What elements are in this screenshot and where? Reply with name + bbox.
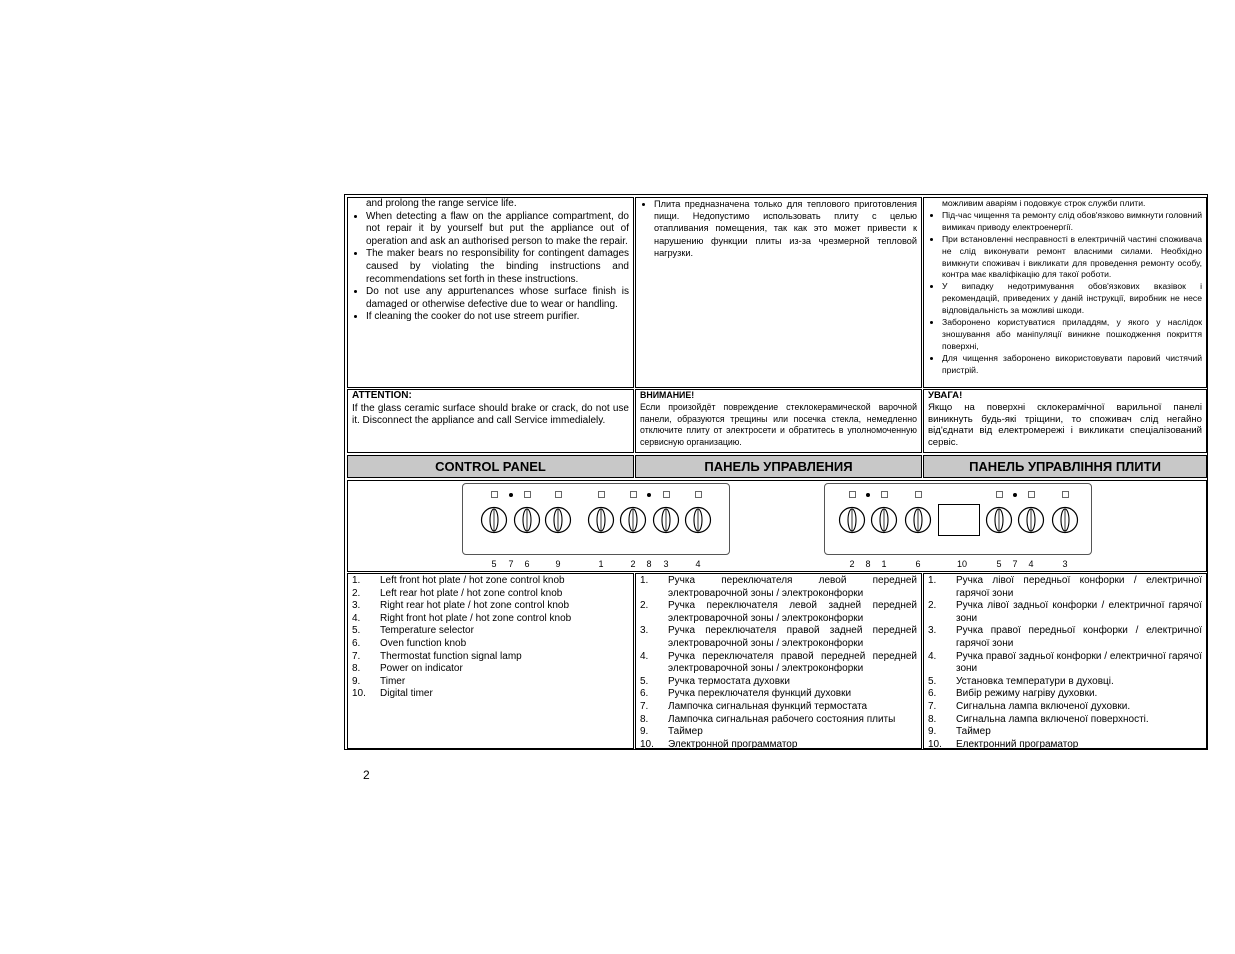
- legend-item-number: 7.: [640, 700, 649, 712]
- legend-item-text: Power on indicator: [380, 663, 463, 675]
- legend-item-number: 1.: [352, 575, 361, 586]
- legend-item-number: 9.: [928, 726, 937, 738]
- legend-item-number: 5.: [928, 675, 937, 687]
- warning-en-item: • Do not use any appurtenances whose surface finish is damaged or otherwise defective due to wear or handling.: [366, 286, 629, 311]
- legend-item-text: Thermostat function signal lamp: [380, 650, 522, 662]
- legend-item-text: Right rear hot plate / hot zone control knob: [380, 600, 570, 612]
- attention-uk-text: Якщо на поверхні склокерамічної варильної панелі виникнуть будь-які тріщини, то споживач слід негайно від'єднати від електромережі і викликати спеціалізований сервіс.: [928, 401, 1202, 449]
- page-number: 2: [363, 768, 370, 782]
- legend-item-text: Лампочка сигнальная функций термостата: [668, 700, 868, 712]
- control-knob: [985, 506, 1013, 539]
- warning-en-continued: and prolong the range service life.: [366, 198, 517, 209]
- diagram-label: 4: [695, 559, 701, 569]
- control-knob: [904, 506, 932, 539]
- legend-item: [352, 638, 629, 651]
- legend-item-number: 9.: [352, 675, 361, 687]
- warning-en-item: • The maker bears no responsibility for contingent damages caused by violating the binding instructions and recommendations set forth in these instructions.: [366, 248, 629, 286]
- knob-symbol-icon: [881, 491, 888, 498]
- legend-item-text: Temperature selector: [380, 625, 474, 637]
- knob-symbol-icon: [915, 491, 922, 498]
- attention-uk: [923, 389, 1207, 453]
- legend-en: [347, 573, 634, 749]
- legend-item-text: Digital timer: [380, 688, 433, 700]
- legend-item-text: Ручка лівої задньої конфорки / електричної гарячої зони: [956, 600, 1202, 624]
- legend-item-number: 2.: [928, 600, 937, 612]
- indicator-lamp-icon: [866, 493, 870, 497]
- control-knob: [652, 506, 680, 539]
- warnings-en: [347, 197, 634, 388]
- legend-item-number: 7.: [352, 650, 361, 662]
- legend-item: [640, 688, 917, 701]
- legend-item-number: 10.: [352, 688, 366, 700]
- digital-timer-display: [938, 504, 980, 536]
- attention-ru-text: Если произойдёт повреждение стеклокерамической варочной панели, образуются трещины или посечка стекла, немедленно отключите плиту от электросети и обратитесь в уполномоченную сервисную организацию.: [640, 401, 917, 448]
- knob-symbol-icon: [1062, 491, 1069, 498]
- control-panel-diagram: [347, 480, 1207, 572]
- legend-item: [640, 600, 917, 625]
- legend-item: [640, 651, 917, 676]
- legend-item-number: 4.: [352, 612, 361, 624]
- legend-item-number: 1.: [928, 575, 937, 586]
- legend-item-text: Ручка переключателя правой задней передней электроварочной зоны / электроконфорки: [668, 625, 917, 649]
- attention-en-text: If the glass ceramic surface should brake or crack, do not use it. Disconnect the appliance and call Service immedialely.: [352, 402, 629, 427]
- legend-item: [352, 600, 629, 613]
- knob-symbol-icon: [491, 491, 498, 498]
- control-knob: [513, 506, 541, 539]
- knob-symbol-icon: [630, 491, 637, 498]
- legend-item: [640, 575, 917, 600]
- knob-symbol-icon: [1028, 491, 1035, 498]
- legend-item-text: Ручка переключателя левой задней передней электроварочной зоны / электроконфорки: [668, 600, 917, 624]
- legend-item-text: Установка температури в духовці.: [956, 675, 1114, 687]
- legend-item-number: 3.: [928, 625, 937, 637]
- diagram-label: 8: [646, 559, 652, 569]
- legend-item: [928, 575, 1202, 600]
- diagram-label: 6: [915, 559, 921, 569]
- warning-ru-item: • Плита предназначена только для теплового приготовления пищи. Недопустимо использовать плиту с целью отапливания помещения, так как это может привести к нарушению функции плиты из-за чрезмерной тепловой нагрузки.: [654, 198, 917, 259]
- legend-item-text: Ручка переключателя функций духовки: [668, 688, 852, 700]
- legend-item-text: Ручка переключателя левой передней электроварочной зоны / электроконфорки: [668, 575, 917, 599]
- legend-item-text: Ручка правої задньої конфорки / електричної гарячої зони: [956, 650, 1202, 675]
- legend-item: [640, 739, 917, 749]
- legend-item-number: 4.: [640, 650, 649, 662]
- diagram-label: 4: [1028, 559, 1034, 569]
- diagram-label: 10: [956, 559, 967, 569]
- legend-item-number: 2.: [352, 587, 361, 599]
- legend-item-number: 3.: [352, 600, 361, 612]
- indicator-lamp-icon: [509, 493, 513, 497]
- banner-en: CONTROL PANEL: [347, 455, 634, 478]
- diagram-label: 3: [1062, 559, 1068, 569]
- legend-item: [928, 714, 1202, 727]
- knob-symbol-icon: [598, 491, 605, 498]
- banner-uk: ПАНЕЛЬ УПРАВЛІННЯ ПЛИТИ: [923, 455, 1207, 478]
- attention-en: [347, 389, 634, 453]
- legend-item-text: Сигнальна лампа включеної духовки.: [956, 700, 1131, 712]
- legend-item-number: 9.: [640, 726, 649, 738]
- legend-item-text: Right front hot plate / hot zone control knob: [380, 612, 572, 624]
- legend-item-number: 4.: [928, 650, 937, 662]
- legend-item: [928, 625, 1202, 650]
- diagram-label: 7: [508, 559, 514, 569]
- warning-uk-item: • При встановленні несправності в електричній частині споживача не слід виконувати ремонт власними силами. Необхідно вимкнути споживач і викликати для проведення ремонту особу, контра має кваліфікацію для такої роботи.: [942, 234, 1202, 282]
- warnings-uk: [923, 197, 1207, 388]
- indicator-lamp-icon: [1013, 493, 1017, 497]
- attention-ru: [635, 389, 922, 453]
- diagram-label: 1: [881, 559, 887, 569]
- control-knob: [870, 506, 898, 539]
- knob-symbol-icon: [996, 491, 1003, 498]
- legend-item-text: Таймер: [956, 726, 991, 738]
- legend-item: [928, 600, 1202, 625]
- attention-ru-title: ВНИМАНИЕ!: [640, 390, 695, 400]
- legend-item: [352, 688, 629, 701]
- banner-ru: ПАНЕЛЬ УПРАВЛЕНИЯ: [635, 455, 922, 478]
- legend-item: [928, 676, 1202, 689]
- knob-symbol-icon: [663, 491, 670, 498]
- control-knob: [684, 506, 712, 539]
- knob-symbol-icon: [849, 491, 856, 498]
- legend-item: [928, 688, 1202, 701]
- legend-item-text: Ручка термостата духовки: [668, 675, 791, 687]
- warning-uk-item: • Заборонено користуватися приладдям, у якого у наслідок зношування або маніпуляції виникне пошкодження покриття поверхні,: [942, 317, 1202, 353]
- legend-item-number: 7.: [928, 700, 937, 712]
- diagram-label: 2: [849, 559, 855, 569]
- legend-item: [928, 739, 1202, 749]
- legend-uk-list: [928, 575, 1202, 749]
- warning-en-item: • When detecting a flaw on the appliance compartment, do not repair it by yourself but put the appliance out of operation and ask an authorised person to make the repair.: [366, 211, 629, 249]
- legend-item: [352, 651, 629, 664]
- legend-item: [928, 701, 1202, 714]
- legend-item-text: Електронний програматор: [956, 738, 1079, 749]
- diagram-label: 3: [663, 559, 669, 569]
- warnings-ru: [635, 197, 922, 388]
- legend-ru-list: [640, 575, 917, 749]
- warning-uk-item: • У випадку недотримування обов'язкових вказівок і рекомендацій, приведених у даній інструкції, виробник не несе відповідальність за можливі шкоди.: [942, 281, 1202, 317]
- legend-item-text: Таймер: [668, 726, 703, 738]
- knob-symbol-icon: [524, 491, 531, 498]
- legend-item: [640, 676, 917, 689]
- legend-item-number: 3.: [640, 625, 649, 637]
- diagram-label: 5: [996, 559, 1002, 569]
- knob-symbol-icon: [555, 491, 562, 498]
- legend-item: [640, 714, 917, 727]
- legend-item-number: 6.: [928, 688, 937, 700]
- legend-en-list: [352, 575, 629, 701]
- control-knob: [838, 506, 866, 539]
- legend-item: [640, 726, 917, 739]
- legend-item-number: 1.: [640, 575, 649, 586]
- legend-item: [352, 625, 629, 638]
- legend-item: [352, 613, 629, 626]
- legend-item-number: 6.: [640, 688, 649, 700]
- legend-item: [928, 651, 1202, 676]
- legend-item-number: 10.: [640, 738, 654, 749]
- legend-item-number: 5.: [640, 675, 649, 687]
- legend-item: [640, 625, 917, 650]
- legend-ru: [635, 573, 922, 749]
- diagram-label: 2: [630, 559, 636, 569]
- knob-symbol-icon: [695, 491, 702, 498]
- legend-item: [352, 663, 629, 676]
- legend-item: [640, 701, 917, 714]
- diagram-label: 9: [555, 559, 561, 569]
- legend-item-number: 8.: [928, 713, 937, 725]
- diagram-label: 5: [491, 559, 497, 569]
- legend-item-number: 8.: [352, 663, 361, 675]
- instruction-table: [344, 194, 1208, 750]
- control-panel-left: [462, 483, 730, 569]
- legend-item: [352, 588, 629, 601]
- legend-item: [352, 676, 629, 689]
- warning-uk-item: • Для чищення заборонено використовувати паровий чистячий пристрій.: [942, 353, 1202, 377]
- indicator-lamp-icon: [647, 493, 651, 497]
- legend-uk: [923, 573, 1207, 749]
- control-knob: [1017, 506, 1045, 539]
- diagram-label: 1: [598, 559, 604, 569]
- diagram-label: 6: [524, 559, 530, 569]
- warning-en-item: • If cleaning the cooker do not use streem purifier.: [366, 311, 629, 324]
- legend-item-text: Сигнальна лампа включеної поверхності.: [956, 713, 1149, 725]
- control-knob: [544, 506, 572, 539]
- legend-item: [352, 575, 629, 588]
- control-panel-right: [824, 483, 1092, 569]
- control-knob: [619, 506, 647, 539]
- diagram-label: 7: [1012, 559, 1018, 569]
- legend-item-text: Электронной программатор: [668, 738, 798, 749]
- legend-item-text: Ручка переключателя правой передней передней электроварочной зоны / электроконфорки: [668, 650, 917, 675]
- legend-item-number: 6.: [352, 637, 361, 649]
- control-knob: [587, 506, 615, 539]
- legend-item-text: Left rear hot plate / hot zone control knob: [380, 587, 563, 599]
- legend-item-number: 10.: [928, 738, 942, 749]
- control-knob: [1051, 506, 1079, 539]
- legend-item-text: Left front hot plate / hot zone control knob: [380, 575, 565, 586]
- diagram-label: 8: [865, 559, 871, 569]
- legend-item-text: Ручка правої передньої конфорки / електричної гарячої зони: [956, 625, 1202, 649]
- legend-item-text: Timer: [380, 675, 406, 687]
- legend-item-text: Oven function knob: [380, 637, 467, 649]
- legend-item-text: Ручка лівої передньої конфорки / електричної гарячої зони: [956, 575, 1202, 599]
- warning-uk-continued: можливим аваріям і подовжує строк служби плити.: [942, 198, 1146, 208]
- attention-en-title: ATTENTION:: [352, 390, 412, 401]
- legend-item-number: 5.: [352, 625, 361, 637]
- legend-item-number: 2.: [640, 600, 649, 612]
- legend-item-number: 8.: [640, 713, 649, 725]
- legend-item: [928, 726, 1202, 739]
- warning-uk-item: • Під-час чищення та ремонту слід обов'язково вимкнути головний вимикач приводу електроенергії.: [942, 210, 1202, 234]
- legend-item-text: Лампочка сигнальная рабочего состояния плиты: [668, 713, 896, 725]
- control-knob: [480, 506, 508, 539]
- attention-uk-title: УВАГА!: [928, 390, 963, 401]
- legend-item-text: Вибір режиму нагріву духовки.: [956, 688, 1098, 700]
